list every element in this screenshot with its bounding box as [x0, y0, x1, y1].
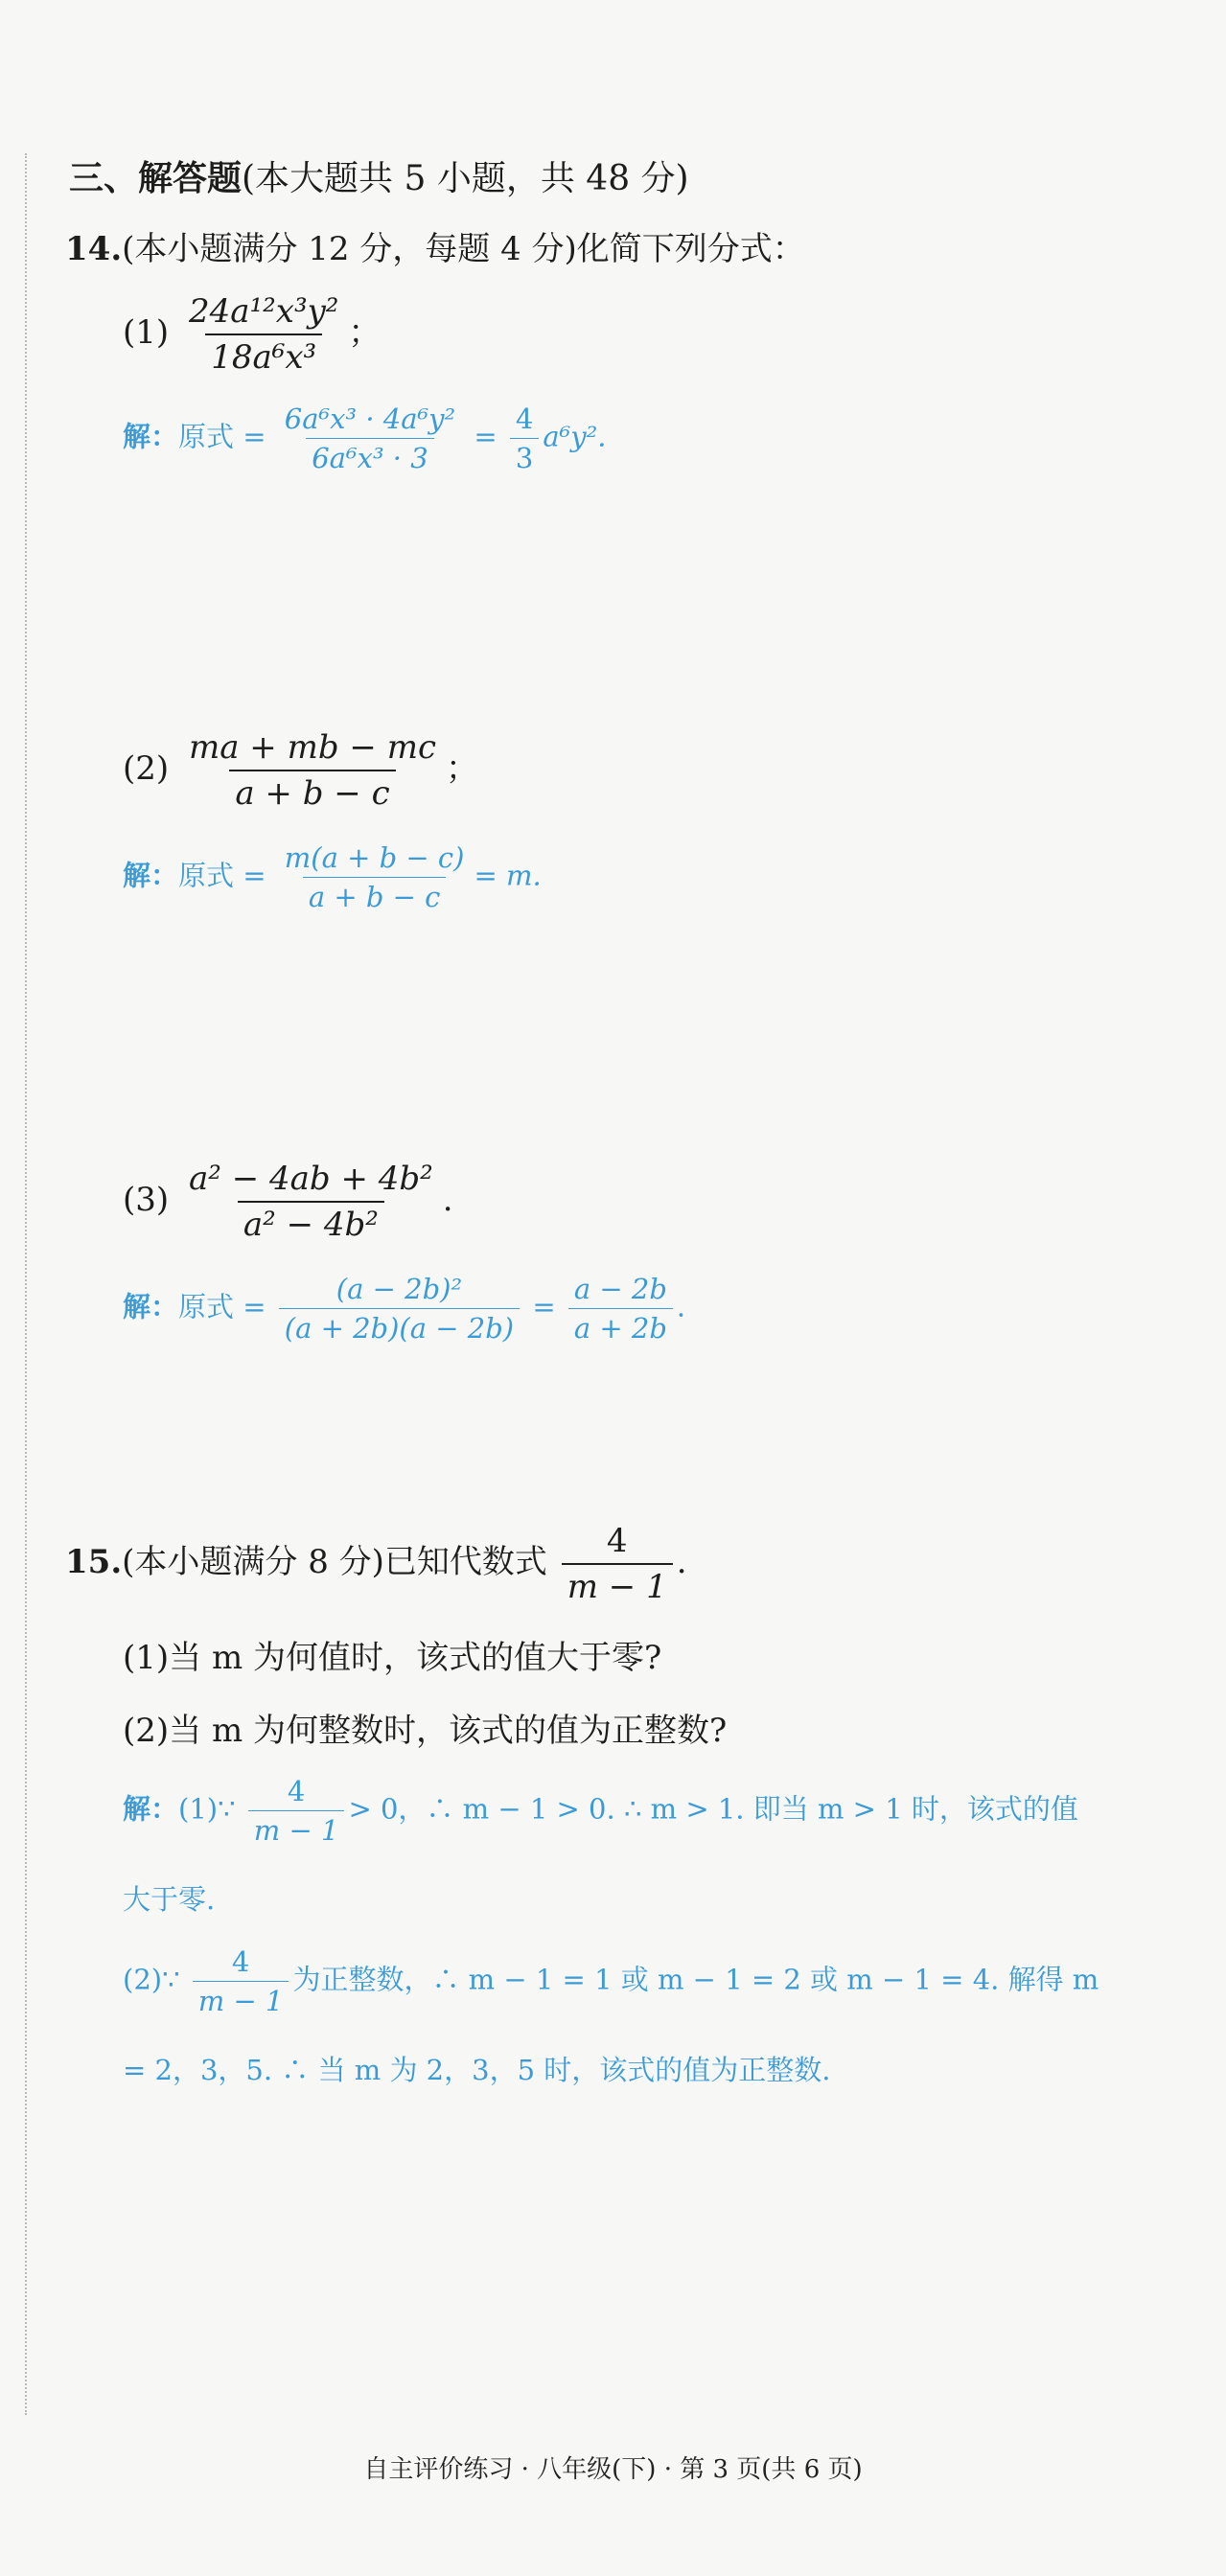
part-label: (3): [123, 1181, 170, 1219]
q15-answer-line4: = 2，3，5. ∴ 当 m 为 2，3，5 时，该式的值为正整数.: [123, 2054, 831, 2086]
q14-part1-expression: [123, 292, 381, 377]
fraction: [183, 728, 442, 813]
answer-tail: .: [676, 1290, 686, 1323]
punctuation: ；: [446, 749, 478, 788]
numerator: m(a + b − c): [284, 841, 465, 874]
numerator: (a − 2b)²: [335, 1273, 463, 1305]
punctuation: .: [676, 1543, 687, 1581]
answer-prefix: 原式 =: [178, 859, 266, 892]
answer-fraction: [279, 402, 461, 474]
denominator: m − 1: [193, 1981, 289, 2017]
equals-sign: =: [474, 420, 497, 453]
q15-answer-line2: 大于零.: [123, 1883, 216, 1916]
q14-part1-answer: [123, 402, 607, 474]
part-label: (1): [123, 313, 170, 352]
answer-text: > 0，∴ m − 1 > 0. ∴ m > 1. 即当 m > 1 时，该式的值: [348, 1792, 1078, 1826]
q15-answer-line3: [123, 1945, 1099, 2017]
punctuation: ；: [348, 313, 382, 352]
answer-fraction-2: [510, 402, 539, 474]
q15-answer-line1: [123, 1775, 1078, 1847]
numerator: 4: [606, 1522, 628, 1560]
numerator: a − 2b: [573, 1273, 667, 1305]
answer-fraction-2: [568, 1273, 673, 1345]
numerator: ma + mb − mc: [188, 728, 436, 767]
fraction: [562, 1522, 673, 1606]
answer-text: 为正整数，∴ m − 1 = 1 或 m − 1 = 2 或 m − 1 = 4. 解得 m: [292, 1963, 1099, 1996]
answer-fraction: [193, 1945, 289, 2017]
part-label: (2): [123, 749, 170, 788]
answer-prefix: (2)∵: [123, 1963, 180, 1996]
answer-fraction: [248, 1775, 345, 1847]
page-footer: 自主评价练习 · 八年级(下) · 第 3 页(共 6 页): [363, 2455, 863, 2484]
answer-label: 解：: [123, 1290, 179, 1323]
numerator: a² − 4ab + 4b²: [188, 1160, 433, 1198]
answer-tail: a⁶y².: [543, 420, 607, 453]
answer-label: 解：: [123, 420, 179, 453]
answer-label: 解：: [123, 859, 179, 892]
answer-label: 解：: [123, 1792, 179, 1826]
denominator: (a + 2b)(a − 2b): [279, 1308, 520, 1345]
question-number: 14.: [65, 230, 123, 268]
answer-prefix: 原式 =: [178, 420, 266, 453]
denominator: m − 1: [562, 1563, 673, 1606]
denominator: a² − 4b²: [238, 1201, 384, 1244]
question-stem-text: (本小题满分 8 分)已知代数式: [122, 1543, 547, 1581]
punctuation: .: [442, 1181, 453, 1219]
q15-subquestion-2: (2)当 m 为何整数时，该式的值为正整数?: [123, 1712, 728, 1750]
numerator: 4: [515, 402, 534, 435]
numerator: 24a¹²x³y²: [188, 292, 339, 331]
denominator: m − 1: [248, 1810, 345, 1847]
denominator: 3: [510, 438, 539, 474]
question-14-stem: [65, 222, 805, 269]
question-15-stem: [65, 1522, 687, 1606]
denominator: 18a⁶x³: [205, 334, 322, 377]
numerator: 6a⁶x³ · 4a⁶y²: [284, 402, 456, 435]
q14-part3-expression: [123, 1160, 453, 1244]
question-number: 15.: [65, 1543, 123, 1581]
denominator: a + b − c: [303, 877, 447, 913]
answer-prefix: 原式 =: [178, 1290, 266, 1323]
fraction: [183, 292, 344, 377]
numerator: 4: [287, 1775, 306, 1807]
section-heading: 三、解答题: [69, 158, 243, 198]
q15-subquestion-1: (1)当 m 为何值时，该式的值大于零?: [123, 1639, 662, 1677]
section-title: [69, 151, 689, 200]
answer-fraction: [279, 841, 471, 913]
question-stem-text: (本小题满分 12 分，每题 4 分)化简下列分式：: [122, 230, 805, 268]
numerator: 4: [231, 1945, 250, 1978]
answer-tail: = m.: [474, 859, 542, 892]
fraction: [183, 1160, 439, 1244]
binding-margin-line: [25, 153, 27, 2415]
q14-part3-answer: [123, 1273, 685, 1345]
q14-part2-answer: [123, 841, 542, 913]
q14-part2-expression: [123, 728, 478, 813]
denominator: a + 2b: [568, 1308, 673, 1345]
answer-prefix: (1)∵: [178, 1792, 236, 1826]
denominator: 6a⁶x³ · 3: [306, 438, 433, 474]
section-note: (本大题共 5 小题，共 48 分): [242, 159, 689, 198]
answer-fraction: [279, 1273, 520, 1345]
equals-sign: =: [532, 1290, 556, 1323]
denominator: a + b − c: [229, 770, 395, 813]
